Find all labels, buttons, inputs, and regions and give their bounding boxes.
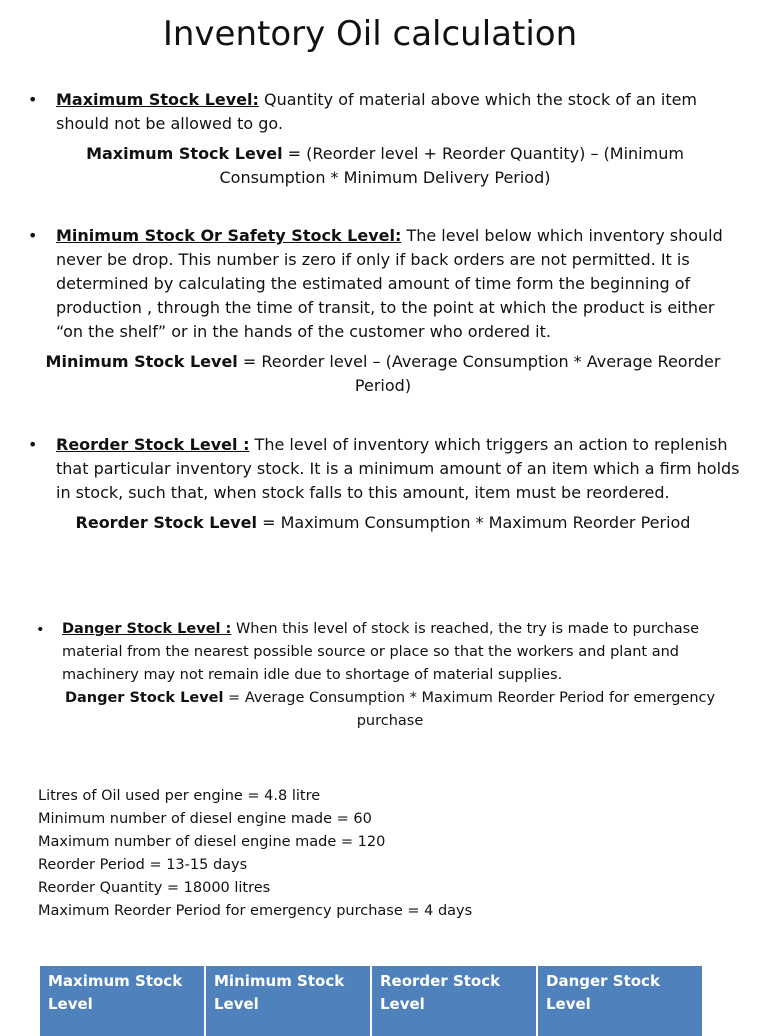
- fact-max-engines: Maximum number of diesel engine made = 120: [38, 834, 386, 850]
- fact-oil-per-engine: Litres of Oil used per engine = 4.8 litre: [38, 788, 321, 804]
- reorder-formula: [38, 511, 728, 535]
- fact-min-engines: Minimum number of diesel engine made = 60: [38, 811, 372, 827]
- minimum-lead: Minimum Stock Or Safety Stock Level:: [56, 226, 402, 245]
- minimum-definition: [56, 224, 740, 344]
- minimum-text: The level below which inventory should never be drop. This number is zero if only if back orders are not permitted. It is determined by calculating the estimated amount of time form the beginning of production , through the time of transit, to the point at which the product is either “on the shelf” or in the hands of the customer who ordered it.: [56, 226, 723, 341]
- reorder-formula-text: = Maximum Consumption * Maximum Reorder Period: [257, 513, 691, 532]
- minimum-formula-label: Minimum Stock Level: [45, 352, 238, 371]
- danger-formula: [40, 687, 740, 733]
- table-header-reorder: Reorder Stock Level: [372, 966, 536, 1036]
- table-header-row: [40, 966, 702, 1036]
- reorder-lead: Reorder Stock Level :: [56, 435, 250, 454]
- table-header-danger: Danger Stock Level: [538, 966, 702, 1036]
- danger-formula-text: = Average Consumption * Maximum Reorder Period for emergency purchase: [223, 690, 716, 729]
- table-header-minimum: Minimum Stock Level: [206, 966, 370, 1036]
- bullet-reorder: •: [28, 435, 38, 454]
- maximum-lead: Maximum Stock Level:: [56, 90, 259, 109]
- reorder-formula-label: Reorder Stock Level: [75, 513, 258, 532]
- facts-list: [38, 785, 738, 923]
- maximum-formula-label: Maximum Stock Level: [86, 144, 283, 163]
- stock-level-table: [38, 966, 704, 1036]
- danger-definition: [62, 618, 752, 687]
- table-header-maximum: Maximum Stock Level: [40, 966, 204, 1036]
- bullet-maximum: •: [28, 90, 38, 109]
- bullet-minimum: •: [28, 226, 38, 245]
- fact-reorder-quantity: Reorder Quantity = 18000 litres: [38, 880, 271, 896]
- danger-text: When this level of stock is reached, the try is made to purchase material from the nearest possible source or place so that the workers and plant and machinery may not remain idle due to shortage of material supplies.: [62, 621, 700, 683]
- fact-reorder-period: Reorder Period = 13-15 days: [38, 857, 248, 873]
- fact-emergency-period: Maximum Reorder Period for emergency purchase = 4 days: [38, 903, 473, 919]
- page-title: Inventory Oil calculation: [162, 14, 578, 54]
- danger-lead: Danger Stock Level :: [62, 621, 232, 637]
- maximum-formula: [60, 142, 710, 190]
- maximum-text: Quantity of material above which the stock of an item should not be allowed to go.: [56, 90, 698, 133]
- danger-formula-label: Danger Stock Level: [64, 690, 224, 706]
- maximum-formula-text: = (Reorder level + Reorder Quantity) – (Minimum Consumption * Minimum Delivery Period): [219, 144, 684, 187]
- minimum-formula-text: = Reorder level – (Average Consumption * Average Reorder Period): [237, 352, 721, 395]
- minimum-formula: [38, 350, 728, 398]
- maximum-definition: [56, 88, 706, 136]
- bullet-danger: •: [36, 622, 45, 638]
- reorder-text: The level of inventory which triggers an action to replenish that particular inventory stock. It is a minimum amount of an item which a firm holds in stock, such that, when stock falls to this amount, item must be reordered.: [56, 435, 740, 502]
- reorder-definition: [56, 433, 740, 505]
